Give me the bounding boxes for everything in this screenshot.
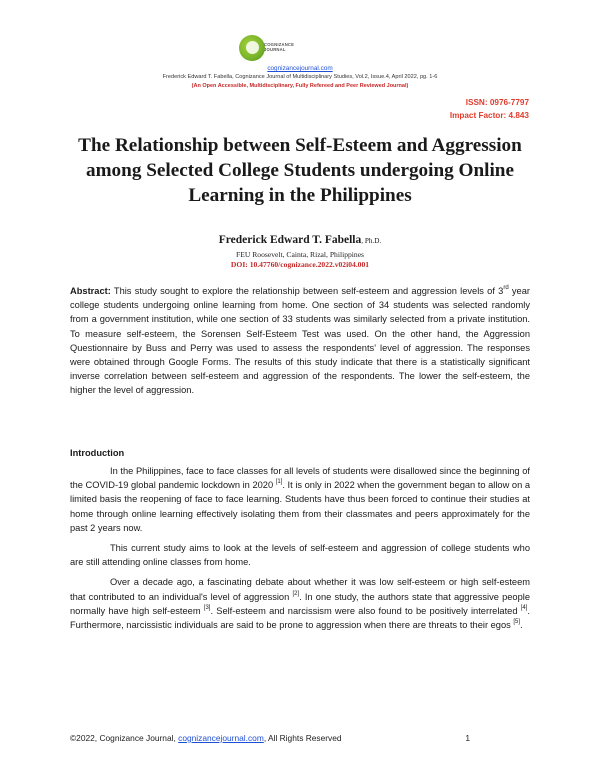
citation-ref-5: [5] — [513, 618, 521, 625]
author-line — [0, 234, 600, 246]
intro-p1-text-b: . It is only in 2022 when the government began to allow on a limited basis the reopening of face to face learning. Students have thus been forced to continue their studies at home through online learning effectively isolating them from their classmates and peers approximately for the past 2 years now. — [70, 480, 531, 533]
intro-paragraph-1 — [70, 464, 530, 535]
journal-subtitle: (An Open Accessible, Multidisciplinary, Fully Refereed and Peer Reviewed Journal) — [191, 83, 409, 89]
introduction-body — [70, 464, 530, 638]
citation-ref-3: [3] — [203, 604, 211, 611]
intro-p3-text-b: . In one study, the authors state that aggressive people normally have high self-esteem — [70, 591, 530, 616]
paper-title: The Relationship between Self-Esteem and Aggression among Selected College Students undergoing Online Learning in the Philippines — [78, 135, 522, 206]
issn-label: ISSN: 0976-7797 — [465, 98, 529, 107]
author-name: Frederick Edward T. Fabella — [218, 234, 362, 246]
intro-p1-text-a: In the Philippines, face to face classes for all levels of students were disallowed since the beginning of the COVID-19 global pandemic lockdown in 2020 — [70, 466, 530, 491]
intro-p3-text-d: . Furthermore, narcissistic individuals are said to be prone to aggression when there are threats to their egos — [70, 605, 530, 631]
abstract-text-1: This study sought to explore the relationship between self-esteem and aggression levels of 3 — [110, 286, 504, 296]
footer-text-a: ©2022, Cognizance Journal, — [70, 733, 179, 743]
footer-link[interactable]: cognizancejournal.com — [178, 733, 264, 743]
intro-paragraph-2: This current study aims to look at the levels of self-esteem and aggression of college students who are still attending online classes from home. — [70, 543, 530, 568]
journal-citation-line: Frederick Edward T. Fabella, Cognizance Journal of Multidisciplinary Studies, Vol.2, Issue.4, April 2022, pg. 1-6 — [162, 74, 438, 80]
journal-logo — [239, 35, 295, 65]
intro-p3-text-c: . Self-esteem and narcissism were also found to be positively interrelated — [210, 605, 521, 616]
author-degree: , Ph.D. — [361, 237, 382, 245]
doi-label: DOI: 10.47760/cognizance.2022.v02i04.001 — [230, 260, 370, 269]
logo-text: COGNIZANCE JOURNAL — [264, 42, 295, 52]
abstract-text-2: year college students undergoing online learning from home. One section of 34 students was selected randomly from a government institution, while one section of 33 students was similarly selected from a private institution. To measure self-esteem, the Sorensen Self-Esteem Test was used. On the other hand, the Aggression Questionnaire by Buss and Perry was used to assess the respondents' level of aggression. The responses were obtained through Google Forms. The results of this study indicate that there is a statistically significant inverse correlation between self-esteem and aggression of the respondents. The lower the self-esteem, the higher the level of aggression. — [70, 286, 530, 396]
site-link[interactable]: cognizancejournal.com — [267, 65, 333, 72]
citation-ref-1: [1] — [275, 479, 283, 486]
page-footer — [70, 733, 342, 743]
author-affiliation: FEU Roosevelt, Cainta, Rizal, Philippines — [235, 250, 365, 259]
introduction-heading: Introduction — [70, 448, 125, 458]
citation-ref-4: [4] — [520, 604, 528, 611]
logo-circle-icon — [239, 35, 265, 61]
intro-p3-text-e: . — [520, 620, 523, 631]
abstract-superscript: rd — [503, 284, 509, 291]
intro-paragraph-3 — [70, 575, 530, 632]
citation-ref-2: [2] — [292, 590, 300, 597]
abstract-paragraph — [70, 284, 530, 398]
abstract-label: Abstract: — [70, 286, 111, 296]
impact-factor-label: Impact Factor: 4.843 — [449, 111, 529, 120]
page-number: 1 — [465, 733, 470, 743]
footer-text-b: , All Rights Reserved — [263, 733, 342, 743]
intro-p3-text-a: Over a decade ago, a fascinating debate about whether it was low self-esteem or high self-esteem that contributed to an individual's level of aggression — [70, 577, 530, 602]
